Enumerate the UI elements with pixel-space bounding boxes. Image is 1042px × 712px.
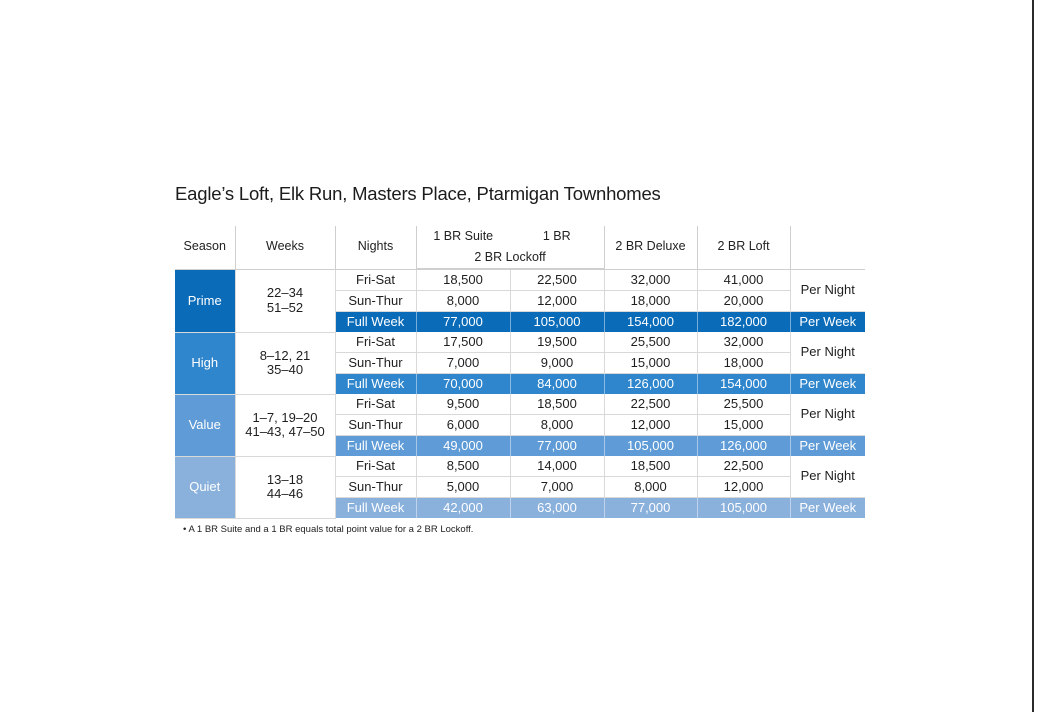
point-value: 105,000 bbox=[510, 312, 604, 333]
season-label: Prime bbox=[175, 270, 235, 333]
point-value: 15,000 bbox=[697, 415, 790, 436]
point-value: 9,500 bbox=[416, 394, 510, 415]
point-value: 41,000 bbox=[697, 270, 790, 291]
point-value: 12,000 bbox=[604, 415, 697, 436]
nights-label: Fri-Sat bbox=[335, 456, 416, 477]
point-value: 5,000 bbox=[416, 477, 510, 498]
header-1br: 1 BR bbox=[542, 228, 571, 243]
point-value: 7,000 bbox=[510, 477, 604, 498]
per-night-label: Per Night bbox=[790, 332, 865, 374]
point-value: 182,000 bbox=[697, 312, 790, 333]
weeks-line: 22–34 bbox=[266, 285, 304, 301]
per-week-label: Per Week bbox=[790, 374, 865, 395]
point-value: 9,000 bbox=[510, 353, 604, 374]
per-night-label: Per Night bbox=[790, 394, 865, 436]
season-label: High bbox=[175, 332, 235, 394]
point-value: 105,000 bbox=[604, 436, 697, 457]
page-title: Eagle’s Loft, Elk Run, Masters Place, Ptarmigan Townhomes bbox=[175, 183, 661, 204]
point-value: 18,500 bbox=[604, 456, 697, 477]
nights-label: Full Week bbox=[335, 498, 416, 519]
point-value: 77,000 bbox=[604, 498, 697, 519]
weeks-line: 44–46 bbox=[266, 486, 304, 501]
point-value: 17,500 bbox=[416, 332, 510, 353]
weeks-range bbox=[235, 394, 335, 456]
point-value: 154,000 bbox=[604, 312, 697, 333]
point-value: 8,500 bbox=[416, 456, 510, 477]
point-value: 25,500 bbox=[604, 332, 697, 353]
table-row bbox=[175, 394, 865, 415]
weeks-range bbox=[235, 270, 335, 333]
weeks-line: 51–52 bbox=[266, 299, 304, 315]
point-value: 19,500 bbox=[510, 332, 604, 353]
point-value: 49,000 bbox=[416, 436, 510, 457]
header-2br-loft: 2 BR Loft bbox=[697, 226, 790, 269]
footnote: • A 1 BR Suite and a 1 BR equals total point value for a 2 BR Lockoff. bbox=[183, 524, 474, 535]
point-value: 126,000 bbox=[697, 436, 790, 457]
point-value: 12,000 bbox=[510, 291, 604, 312]
point-value: 6,000 bbox=[416, 415, 510, 436]
nights-label: Fri-Sat bbox=[335, 270, 416, 291]
point-value: 18,500 bbox=[416, 270, 510, 291]
header-nights: Nights bbox=[335, 226, 416, 269]
point-value: 8,000 bbox=[510, 415, 604, 436]
weeks-line: 35–40 bbox=[266, 362, 304, 377]
per-week-label: Per Week bbox=[790, 498, 865, 519]
header-unit bbox=[790, 226, 865, 269]
point-value: 126,000 bbox=[604, 374, 697, 395]
header-2br-deluxe: 2 BR Deluxe bbox=[604, 226, 697, 269]
table-row bbox=[175, 456, 865, 477]
weeks-line: 8–12, 21 bbox=[259, 347, 311, 363]
point-value: 18,000 bbox=[604, 291, 697, 312]
header-1br-suite: 1 BR Suite bbox=[416, 226, 510, 247]
per-week-label: Per Week bbox=[790, 312, 865, 333]
point-value: 18,000 bbox=[697, 353, 790, 374]
point-value: 20,000 bbox=[697, 291, 790, 312]
header-season: Season bbox=[183, 239, 226, 254]
point-value: 15,000 bbox=[604, 353, 697, 374]
per-night-label: Per Night bbox=[790, 456, 865, 498]
point-value: 70,000 bbox=[416, 374, 510, 395]
weeks-line: 1–7, 19–20 bbox=[252, 409, 318, 425]
table-row bbox=[175, 270, 865, 291]
header-2br-lockoff: 2 BR Lockoff bbox=[416, 247, 604, 269]
point-value: 32,000 bbox=[604, 270, 697, 291]
point-value: 84,000 bbox=[510, 374, 604, 395]
point-value: 12,000 bbox=[697, 477, 790, 498]
point-value: 77,000 bbox=[416, 312, 510, 333]
point-value: 22,500 bbox=[510, 270, 604, 291]
nights-label: Full Week bbox=[335, 436, 416, 457]
point-value: 8,000 bbox=[416, 291, 510, 312]
page-edge-line bbox=[1032, 0, 1034, 712]
point-value: 22,500 bbox=[604, 394, 697, 415]
point-value: 32,000 bbox=[697, 332, 790, 353]
nights-label: Full Week bbox=[335, 312, 416, 333]
point-value: 42,000 bbox=[416, 498, 510, 519]
point-value: 18,500 bbox=[510, 394, 604, 415]
points-table bbox=[175, 226, 865, 519]
weeks-range bbox=[235, 456, 335, 518]
nights-label: Sun-Thur bbox=[335, 353, 416, 374]
table-row bbox=[175, 332, 865, 353]
point-value: 77,000 bbox=[510, 436, 604, 457]
point-value: 7,000 bbox=[416, 353, 510, 374]
point-value: 14,000 bbox=[510, 456, 604, 477]
nights-label: Sun-Thur bbox=[335, 415, 416, 436]
point-value: 154,000 bbox=[697, 374, 790, 395]
point-value: 63,000 bbox=[510, 498, 604, 519]
per-night-label: Per Night bbox=[790, 270, 865, 312]
season-label: Value bbox=[175, 394, 235, 456]
point-value: 22,500 bbox=[697, 456, 790, 477]
per-week-label: Per Week bbox=[790, 436, 865, 457]
header-weeks: Weeks bbox=[235, 226, 335, 269]
nights-label: Sun-Thur bbox=[335, 477, 416, 498]
point-value: 25,500 bbox=[697, 394, 790, 415]
point-value: 8,000 bbox=[604, 477, 697, 498]
nights-label: Fri-Sat bbox=[335, 394, 416, 415]
weeks-range bbox=[235, 332, 335, 394]
weeks-line: 13–18 bbox=[266, 471, 304, 487]
season-label: Quiet bbox=[175, 456, 235, 518]
nights-label: Sun-Thur bbox=[335, 291, 416, 312]
weeks-line: 41–43, 47–50 bbox=[245, 424, 325, 439]
nights-label: Full Week bbox=[335, 374, 416, 395]
nights-label: Fri-Sat bbox=[335, 332, 416, 353]
point-value: 105,000 bbox=[697, 498, 790, 519]
